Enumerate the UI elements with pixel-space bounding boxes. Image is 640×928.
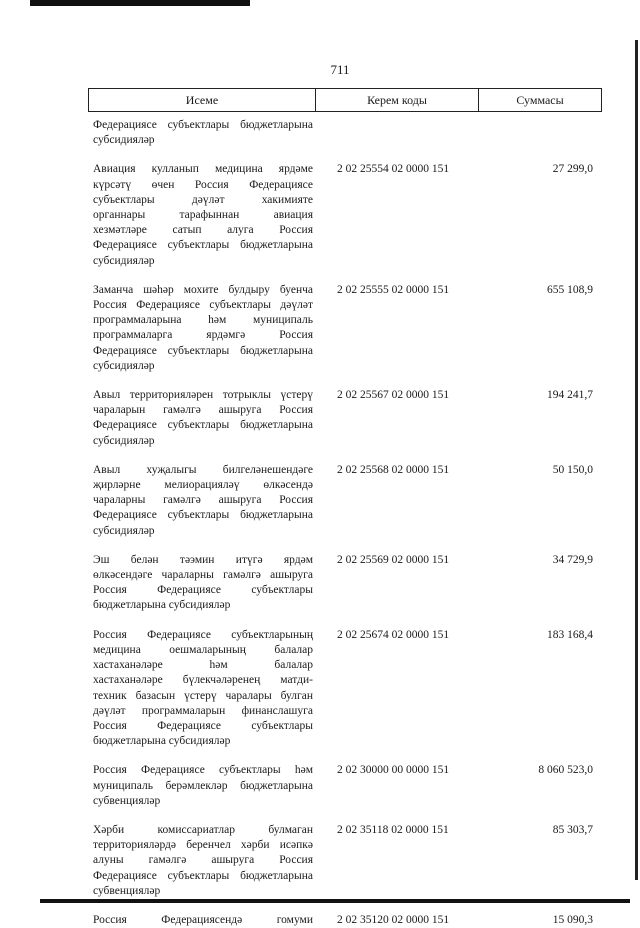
row-name-line: органнары тарафыннан авиация xyxy=(93,209,313,222)
row-code: 2 02 25555 02 0000 151 xyxy=(337,283,450,296)
row-name-line: субсидияләр xyxy=(93,254,155,267)
row-sum: 194 241,7 xyxy=(547,389,593,402)
row-name xyxy=(93,463,313,539)
table-header xyxy=(88,88,602,112)
row-name-line: хастаханәләре һәм балалар xyxy=(93,659,313,672)
table-row xyxy=(93,628,593,750)
row-code: 2 02 35118 02 0000 151 xyxy=(337,823,449,836)
row-name-line: Россия Федерациясе субъектлары xyxy=(93,584,313,597)
row-code: 2 02 25568 02 0000 151 xyxy=(337,463,450,476)
row-name-line: Россия Федерациясе субъектлары һәм xyxy=(93,764,313,777)
row-sum: 50 150,0 xyxy=(552,463,593,476)
row-name xyxy=(93,913,313,928)
row-name-line: субсидияләр xyxy=(93,524,155,537)
row-name-line: субсидияләр xyxy=(93,134,155,147)
row-sum: 8 060 523,0 xyxy=(538,764,593,777)
row-name-line: Федерациясе субъектлары бюджетларына xyxy=(93,869,313,882)
row-name xyxy=(93,162,313,268)
row-name xyxy=(93,763,313,809)
row-name xyxy=(93,283,313,374)
table-row xyxy=(93,118,593,148)
row-name-line: субвенцияләр xyxy=(93,884,161,897)
row-name-line: хезмәтләре сатып алуга Россия xyxy=(93,224,313,237)
row-name-line: Федерациясе субъектлары бюджетларына xyxy=(93,344,313,357)
table-row xyxy=(93,388,593,449)
scan-edge-right xyxy=(635,40,638,880)
row-name-line: субсидияләр xyxy=(93,359,155,372)
row-name-line: техник базасын үстерү чаралары булган xyxy=(93,689,313,702)
row-name-line: субсидияләр xyxy=(93,434,155,447)
row-name xyxy=(93,553,313,614)
row-sum: 85 303,7 xyxy=(552,823,593,836)
row-name-line: территорияләрдә беренчел хәрби исәпкә xyxy=(93,839,313,852)
row-name-line: Федерациясе субъектлары бюджетларына xyxy=(93,419,313,432)
row-name-line: Россия Федерациясе субъектлары дәүләт xyxy=(93,299,313,312)
row-code: 2 02 35120 02 0000 151 xyxy=(337,913,450,926)
table-row xyxy=(93,553,593,614)
row-name-line: субвенцияләр xyxy=(93,794,161,807)
row-name-line: Авыл хуҗалыгы билгеләнешендәге xyxy=(93,463,313,476)
table-row xyxy=(93,823,593,899)
table-row xyxy=(93,763,593,809)
row-name-line: чараларны гамәлгә ашыруга Россия xyxy=(93,494,313,507)
row-name-line: Эш белән тәэмин итүгә ярдәм xyxy=(93,553,313,566)
row-name-line: Россия Федерациясе субъектлары xyxy=(93,719,313,732)
row-code: 2 02 25554 02 0000 151 xyxy=(337,163,450,176)
header-sum: Суммасы xyxy=(479,89,602,112)
row-name xyxy=(93,388,313,449)
row-name xyxy=(93,628,313,750)
row-name-line: чараларын гамәлгә ашыруга Россия xyxy=(93,404,313,417)
table-row xyxy=(93,162,593,268)
header-name: Исеме xyxy=(89,89,316,112)
table-row xyxy=(93,463,593,539)
header-code: Керем коды xyxy=(316,89,479,112)
row-name-line: хастаханәләре бүлекчәләренең матди- xyxy=(93,674,313,687)
row-name-line: дәүләт программаларын финанслашуга xyxy=(93,704,313,717)
table-row xyxy=(93,283,593,374)
row-code: 2 02 30000 00 0000 151 xyxy=(337,764,450,777)
page-number: 711 xyxy=(330,62,350,77)
row-name-line: субъектлары дәүләт хакимияте xyxy=(93,193,313,206)
row-name-line: Россия Федерациясендә гомуми xyxy=(93,913,313,926)
row-sum: 183 168,4 xyxy=(547,628,593,641)
row-name-line: җирләрне мелиорацияләү өлкәсендә xyxy=(93,479,313,492)
row-name-line: бюджетларына субсидияләр xyxy=(93,599,231,612)
row-name-line: Авиация кулланып медицина ярдәме xyxy=(93,163,313,176)
table-row xyxy=(93,913,593,928)
row-name-line: алуны гамәлгә ашыруга Россия xyxy=(93,854,313,867)
row-name-line: программаларына һәм муниципаль xyxy=(93,314,313,327)
row-name-line: Авыл территорияләрен тотрыклы үстерү xyxy=(93,389,313,402)
row-name-line: Федерациясе субъектлары бюджетларына xyxy=(93,119,313,131)
row-name xyxy=(93,823,313,899)
row-name-line: Федерациясе субъектлары бюджетларына xyxy=(93,509,313,522)
row-name-line: муниципаль берәмлекләр бюджетларына xyxy=(93,779,313,792)
row-name-line: Россия Федерациясе субъектларының xyxy=(93,628,313,641)
row-name-line: медицина оешмаларының балалар xyxy=(93,643,313,656)
row-sum: 34 729,9 xyxy=(552,553,593,566)
row-code: 2 02 25567 02 0000 151 xyxy=(337,389,450,402)
scan-edge-top xyxy=(30,0,250,6)
table-body xyxy=(93,118,593,928)
row-name-line: бюджетларына субсидияләр xyxy=(93,735,231,748)
row-name-line: Хәрби комиссариатлар булмаган xyxy=(93,823,313,836)
row-name xyxy=(93,118,313,148)
row-name-line: өлкәсендәге чараларны гамәлгә ашыруга xyxy=(93,569,313,582)
row-sum: 655 108,9 xyxy=(547,283,593,296)
row-code: 2 02 25674 02 0000 151 xyxy=(337,628,450,641)
row-name-line: Федерациясе субъектлары бюджетларына xyxy=(93,239,313,252)
row-name-line: Заманча шәһәр мохите булдыру буенча xyxy=(93,283,313,296)
row-code: 2 02 25569 02 0000 151 xyxy=(337,553,450,566)
row-sum: 15 090,3 xyxy=(552,913,593,926)
row-name-line: күрсәтү өчен Россия Федерациясе xyxy=(93,178,313,191)
row-name-line: программаларга ярдәмгә Россия xyxy=(93,329,313,342)
row-sum: 27 299,0 xyxy=(552,163,593,176)
